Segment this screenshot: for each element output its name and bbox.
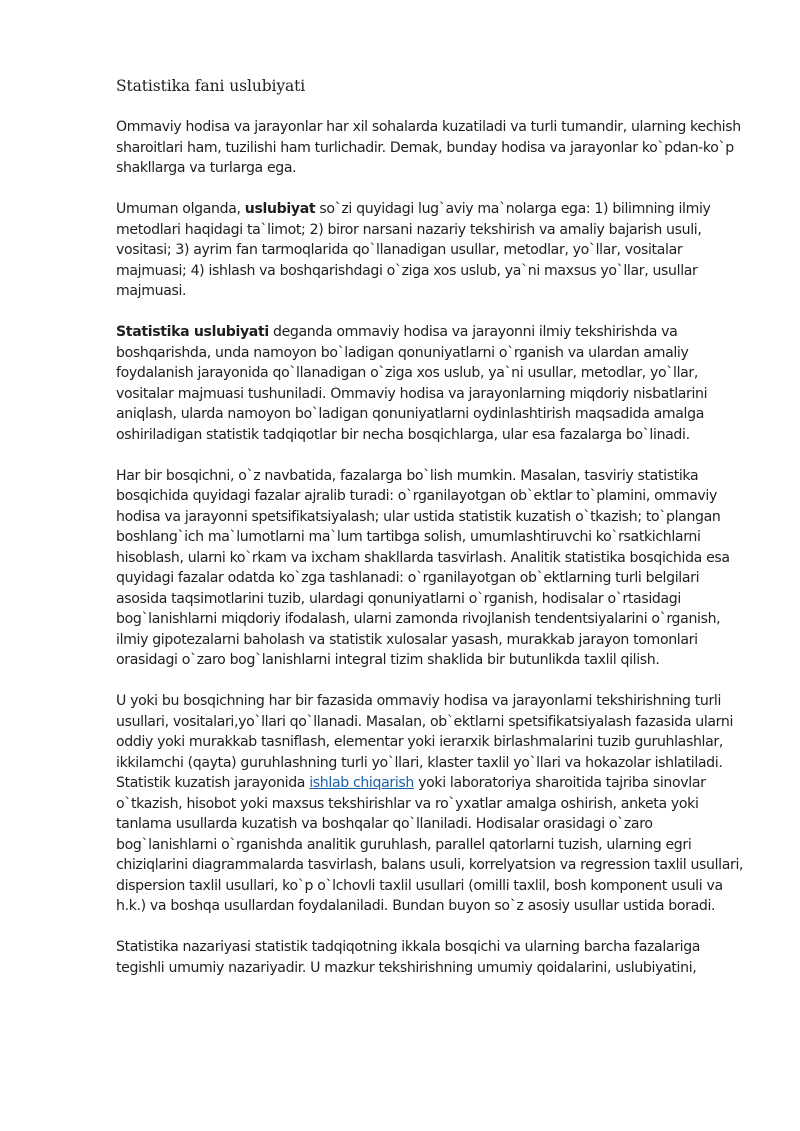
paragraph-1: Ommaviy hodisa va jarayonlar har xil sohalarda kuzatiladi va turli tumandir, ularning kechish sharoitlari ham, tuzilishi ham turlichadir. Demak, bunday hodisa va jarayonlar ko`pdan-ko`p shakllarga va turlarga ega. bbox=[116, 119, 741, 176]
paragraph-2-body: so`zi quyidagi lug`aviy ma`nolarga ega: 1) bilimning ilmiy metodlari haqidagi ta`limot; 2) biror narsani nazariy tekshirish va amaliy bajarish usuli, vositasi; 3) ayrim fan tarmoqlarida qo`llanadigan usullar, metodlar, yo`llar, vositalar majmuasi; 4) ishlash va boshqarishdagi o`ziga xos uslub, ya`ni maxsus yo`llar, usullar majmuasi. bbox=[116, 201, 711, 299]
paragraph-5-body: yoki laboratoriya sharoitida tajriba sinovlar o`tkazish, hisobot yoki maxsus tekshirishlar va ro`yxatlar amalga oshirish, anketa yoki tanlama usullarda kuzatish va boshqalar qo`llaniladi. Hodisalar orasidagi o`zaro bog`lanishlarni o`rganishda analitik guruhlash, parallel qatorlarni tuzish, ularning egri chiziqlarini diagrammalarda tasvirlash, balans usuli, korrelyatsion va regression taxlil usullari, dispersion taxlil usullari, ko`p o`lchovli taxlil usullari (omilli taxlil, bosh komponent usuli va h.k.) va boshqa usullardan foydalaniladi. Bundan buyon so`z asosiy usullar ustida boradi. bbox=[116, 775, 744, 914]
term-statistika-uslubiyati: Statistika uslubiyati bbox=[116, 324, 269, 340]
paragraph-3 bbox=[116, 322, 746, 445]
paragraph-2 bbox=[116, 199, 746, 302]
term-uslubiyat: uslubiyat bbox=[244, 201, 316, 217]
paragraph-5-lead: U yoki bu bosqichning har bir fazasida ommaviy hodisa va jarayonlarni tekshirishning turli usullari, vositalari,yo`llari qo`llanadi. Masalan, ob`ektlarni spetsifikatsiyalash fazasida ularni oddiy yoki murakkab tasniflash, elementar yoki ierarxik birlashmalarini tuzib guruhlashlar, ikkilamchi (qayta) guruhlashning turli yo`llari, klaster taxlil yo`llari va hokazolar ishlatiladi. Statistik kuzatish jarayonida bbox=[116, 693, 734, 791]
paragraph-4: Har bir bosqichni, o`z navbatida, fazalarga bo`lish mumkin. Masalan, tasviriy statistika bosqichida quyidagi fazalar ajralib turadi: o`rganilayotgan ob`ektlar to`plamini, ommaviy hodisa va jarayonni spetsifikatsiyalash; ular ustida statistik kuzatish o`tkazish; to`plangan boshlang`ich ma`lumotlarni ma`lum tartibga solish, umumlashtiruvchi ko`rsatkichlarni hisoblash, ularni ko`rkam va ixcham shakllarda tasvirlash. Analitik statistika bosqichida esa quyidagi fazalar odatda ko`zga tashlanadi: o`rganilayotgan ob`ektlarning turli belgilari asosida taqsimotlarini tuzib, ulardagi qonuniyatlarni o`rganish, hodisalar o`rtasidagi bog`lanishlarni miqdoriy ifodalash, ularni zamonda rivojlanish tendentsiyalarini o`rganish, ilmiy gipotezalarni baholash va statistik xulosalar yasash, murakkab jarayon tomonlari orasidagi o`zaro bog`lanishlarni integral tizim shaklida bir butunlikda taxlil qilish. bbox=[116, 467, 730, 668]
paragraph-6: Statistika nazariyasi statistik tadqiqotning ikkala bosqichi va ularning barcha fazalariga tegishli umumiy nazariyadir. U mazkur tekshirishning umumiy qoidalarini, uslubiyatini, bbox=[116, 939, 701, 976]
document-page bbox=[116, 72, 746, 999]
page-title: Statistika fani uslubiyati bbox=[116, 77, 306, 95]
paragraph-5 bbox=[116, 691, 746, 917]
paragraph-2-lead: Umuman olganda, bbox=[116, 201, 245, 217]
ishlab-chiqarish-link[interactable]: ishlab chiqarish bbox=[309, 775, 414, 791]
paragraph-3-body: deganda ommaviy hodisa va jarayonni ilmiy tekshirishda va boshqarishda, unda namoyon bo`ladigan qonuniyatlarni o`rganish va ulardan amaliy foydalanish jarayonida qo`llanadigan o`ziga xos uslub, ya`ni usullar, metodlar, yo`llar, vositalar majmuasi tushuniladi. Ommaviy hodisa va jarayonlarning miqdoriy nisbatlarini aniqlash, ularda namoyon bo`ladigan qonuniyatlarni oydinlashtirish maqsadida amalga oshiriladigan statistik tadqiqotlar bir necha bosqichlarga, ular esa fazalarga bo`linadi. bbox=[116, 324, 708, 443]
